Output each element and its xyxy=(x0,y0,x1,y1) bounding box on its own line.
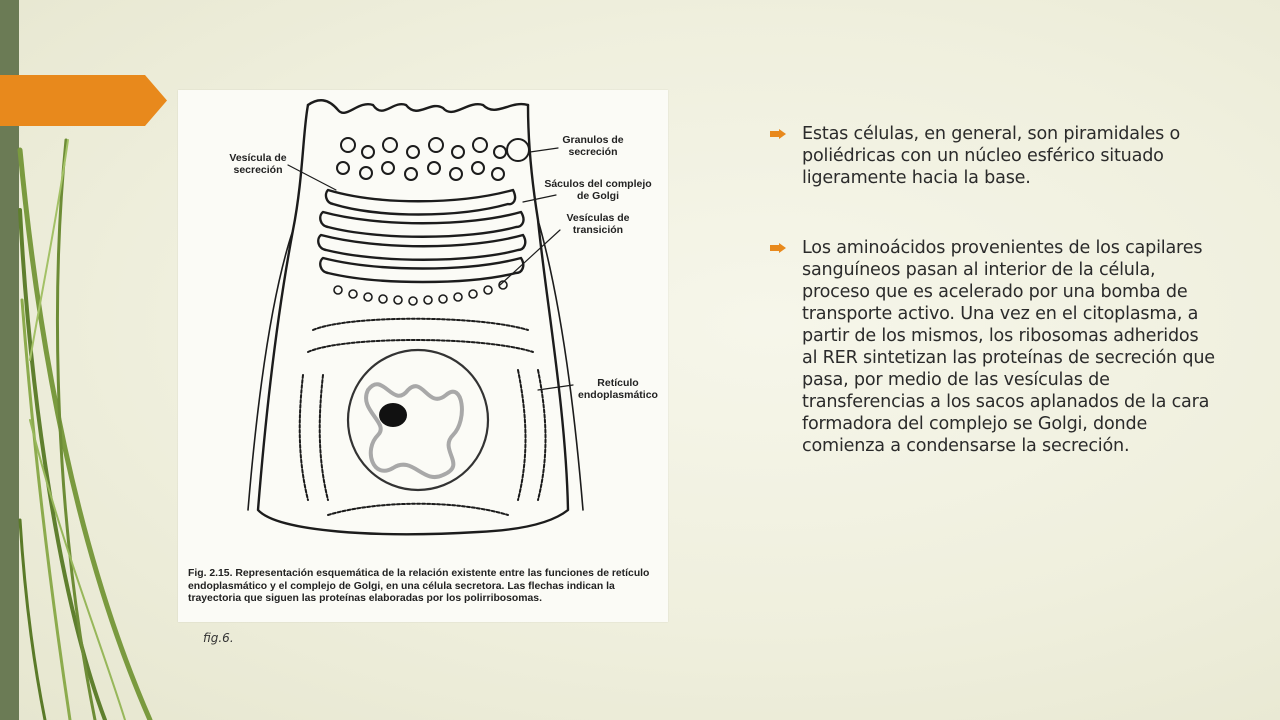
cell-figure xyxy=(178,90,668,622)
label-reticulo: Retículo endoplasmático xyxy=(578,377,658,401)
label-saculos: Sáculos del complejo de Golgi xyxy=(544,178,652,202)
bullet-item-2 xyxy=(770,237,1215,457)
figure-caption: Fig. 2.15. Representación esquemática de la relación existente entre las funciones de retículo endoplasmático y el complejo de Golgi, en una célula secretora. Las flechas indican la trayectoria que siguen las proteínas elaboradas por los polirribosomas. xyxy=(188,568,650,604)
arrow-bullet-icon xyxy=(770,243,786,253)
label-vesicula: Vesícula de secreción xyxy=(229,152,287,176)
label-granulos: Granulos de secreción xyxy=(562,134,624,158)
bullet-text: Los aminoácidos provenientes de los capilares sanguíneos pasan al interior de la célula, proceso que es acelerado por una bomba de transporte activo. Una vez en el citoplasma, a partir de los mismos, los ribosomas adheridos al RER sintetizan las proteínas de secreción que pasa, por medio de las vesículas de transferencias a los sacos aplanados de la cara formadora del complejo se Golgi, donde comienza a condensarse la secreción. xyxy=(802,238,1215,456)
orange-tab xyxy=(0,75,167,126)
bullet-text: Estas células, en general, son piramidales o poliédricas con un núcleo esférico situado ligeramente hacia la base. xyxy=(802,124,1181,188)
arrow-bullet-icon xyxy=(770,129,786,139)
label-transicion: Vesículas de transición xyxy=(566,212,630,236)
bullet-item-1 xyxy=(770,123,1215,189)
figure-reference: fig.6. xyxy=(203,631,234,645)
bullet-list xyxy=(770,123,1215,505)
